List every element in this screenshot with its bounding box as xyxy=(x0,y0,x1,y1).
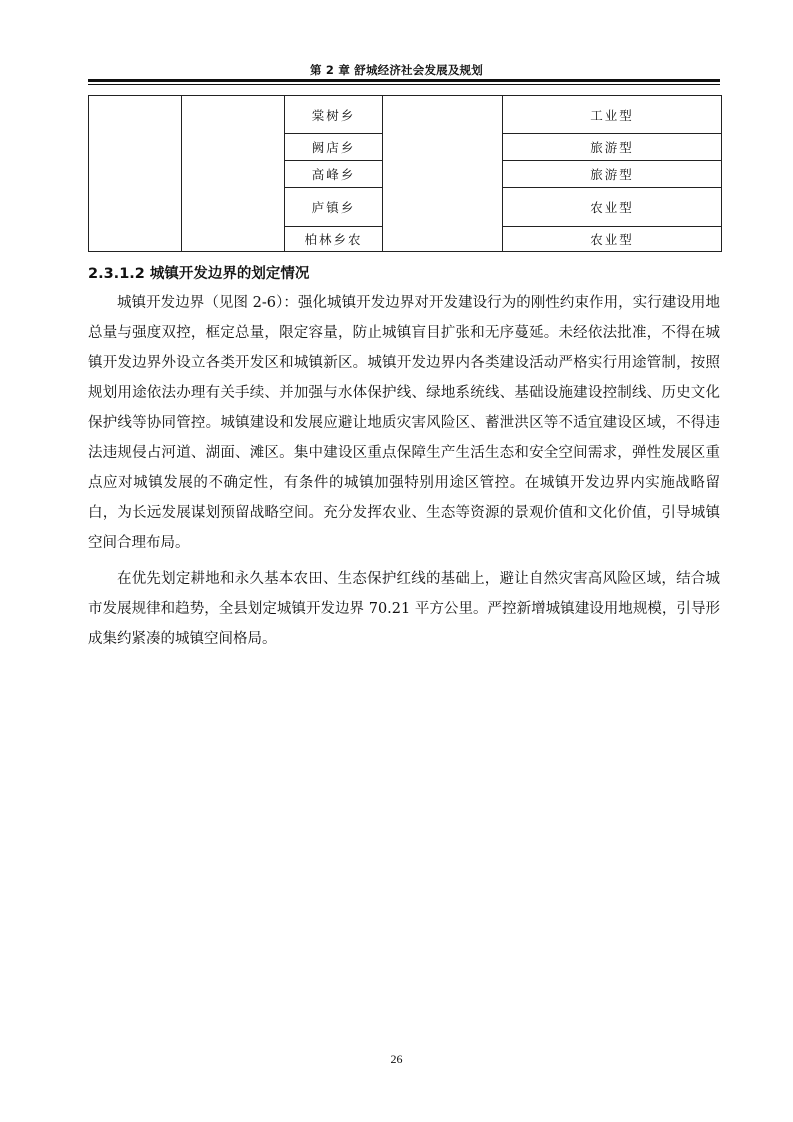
table-merged-cell-4 xyxy=(383,96,503,252)
page-number: 26 xyxy=(390,1052,403,1066)
table-row xyxy=(89,96,722,134)
town-cell: 庐镇乡 xyxy=(285,188,383,227)
header-rule-thick xyxy=(88,79,720,82)
town-cell: 高峰乡 xyxy=(285,161,383,188)
section-heading: 2.3.1.2 城镇开发边界的划定情况 xyxy=(88,266,310,282)
town-cell: 阙店乡 xyxy=(285,134,383,161)
body-paragraph-2: 在优先划定耕地和永久基本农田、生态保护红线的基础上，避让自然灾害高风险区域，结合城市发展规律和趋势，全县划定城镇开发边界 70.21 平方公里。严控新增城镇建设用地规模，引导形成集约紧凑的城镇空间格局。 xyxy=(88,571,720,647)
type-cell: 旅游型 xyxy=(503,134,722,161)
type-cell: 农业型 xyxy=(503,188,722,227)
header-rule-thin xyxy=(88,84,720,85)
town-cell: 棠树乡 xyxy=(285,96,383,134)
running-header: 第 2 章 舒城经济社会发展及规划 xyxy=(310,63,483,77)
table-merged-cell-1 xyxy=(89,96,182,252)
type-cell: 工业型 xyxy=(503,96,722,134)
town-type-table xyxy=(88,95,722,252)
body-paragraph-1: 城镇开发边界（见图 2-6）：强化城镇开发边界对开发建设行为的刚性约束作用，实行建设用地总量与强度双控，框定总量，限定容量，防止城镇盲目扩张和无序蔓延。未经依法批准，不得在城镇开发边界外设立各类开发区和城镇新区。城镇开发边界内各类建设活动严格实行用途管制，按照规划用途依法办理有关手续、并加强与水体保护线、绿地系统线、基础设施建设控制线、历史文化保护线等协同管控。城镇建设和发展应避让地质灾害风险区、蓄泄洪区等不适宜建设区域，不得违法违规侵占河道、湖面、滩区。集中建设区重点保障生产生活生态和安全空间需求，弹性发展区重点应对城镇发展的不确定性，有条件的城镇加强特别用途区管控。在城镇开发边界内实施战略留白，为长远发展谋划预留战略空间。充分发挥农业、生态等资源的景观价值和文化价值，引导城镇空间合理布局。 xyxy=(88,295,720,551)
town-cell: 柏林乡农 xyxy=(285,227,383,252)
table-merged-cell-2 xyxy=(182,96,285,252)
type-cell: 旅游型 xyxy=(503,161,722,188)
type-cell: 农业型 xyxy=(503,227,722,252)
